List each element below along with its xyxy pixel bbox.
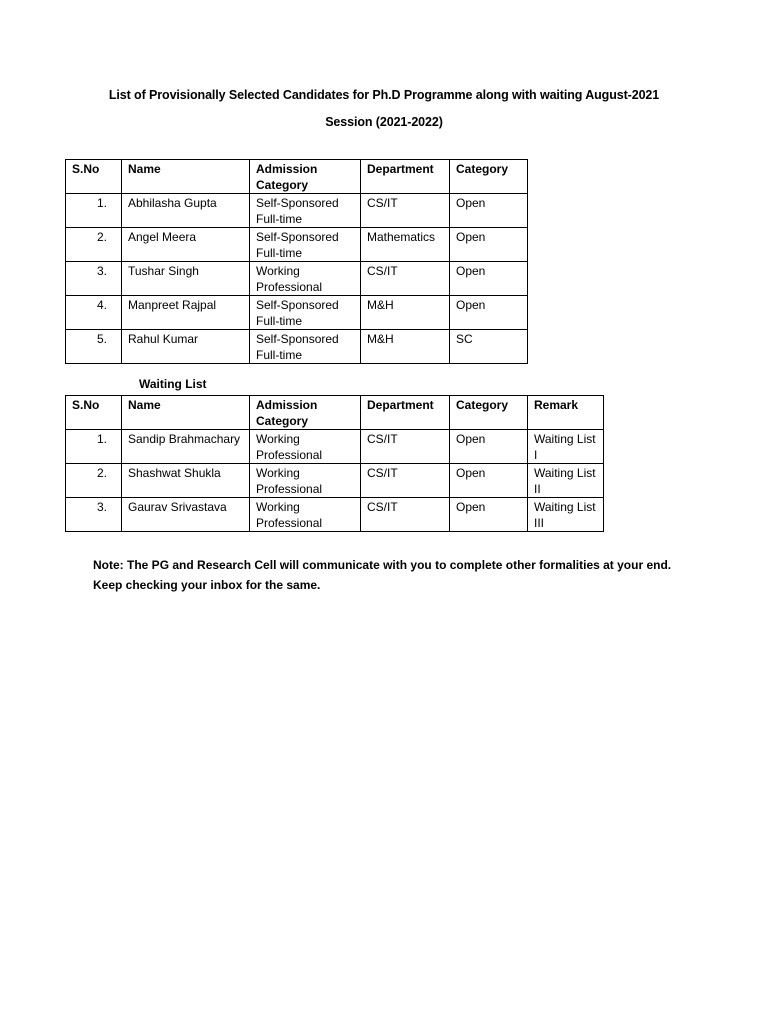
cell-category: Open: [450, 228, 528, 262]
cell-admission-category: Self-Sponsored Full-time: [250, 330, 361, 364]
cell-category: Open: [450, 464, 528, 498]
cell-name: Shashwat Shukla: [122, 464, 250, 498]
document-title-line1: List of Provisionally Selected Candidates for Ph.D Programme along with waiting August-2021: [108, 88, 660, 102]
cell-department: Mathematics: [361, 228, 450, 262]
cell-sno: 1.: [66, 194, 122, 228]
cell-admission-category: Working Professional: [250, 430, 361, 464]
cell-sno: 3.: [66, 498, 122, 532]
table-row: [66, 430, 604, 464]
cell-department: CS/IT: [361, 464, 450, 498]
cell-remark: Waiting List III: [528, 498, 604, 532]
column-header-sno: S.No: [66, 396, 122, 430]
cell-remark: Waiting List II: [528, 464, 604, 498]
column-header-remark: Remark: [528, 396, 604, 430]
cell-name: Abhilasha Gupta: [122, 194, 250, 228]
column-header-category: Category: [450, 396, 528, 430]
cell-category: SC: [450, 330, 528, 364]
cell-sno: 5.: [66, 330, 122, 364]
cell-sno: 4.: [66, 296, 122, 330]
cell-remark: Waiting List I: [528, 430, 604, 464]
waiting-list-table: [65, 395, 604, 532]
cell-admission-category: Working Professional: [250, 464, 361, 498]
column-header-admission-category: Admission Category: [250, 396, 361, 430]
cell-admission-category: Self-Sponsored Full-time: [250, 194, 361, 228]
cell-sno: 2.: [66, 228, 122, 262]
cell-admission-category: Self-Sponsored Full-time: [250, 228, 361, 262]
table-row: [66, 228, 528, 262]
table-row: [66, 296, 528, 330]
selected-candidates-table: [65, 159, 528, 364]
cell-sno: 1.: [66, 430, 122, 464]
cell-department: CS/IT: [361, 262, 450, 296]
cell-category: Open: [450, 296, 528, 330]
cell-sno: 2.: [66, 464, 122, 498]
cell-name: Manpreet Rajpal: [122, 296, 250, 330]
cell-category: Open: [450, 430, 528, 464]
cell-name: Gaurav Srivastava: [122, 498, 250, 532]
document-title-line2: Session (2021-2022): [325, 115, 443, 129]
cell-admission-category: Working Professional: [250, 498, 361, 532]
cell-department: CS/IT: [361, 430, 450, 464]
cell-name: Sandip Brahmachary: [122, 430, 250, 464]
cell-admission-category: Self-Sponsored Full-time: [250, 296, 361, 330]
note-paragraph: [93, 555, 673, 595]
column-header-sno: S.No: [66, 160, 122, 194]
cell-department: M&H: [361, 330, 450, 364]
cell-name: Tushar Singh: [122, 262, 250, 296]
column-header-admission-category: Admission Category: [250, 160, 361, 194]
cell-category: Open: [450, 262, 528, 296]
cell-department: CS/IT: [361, 194, 450, 228]
note-text: The PG and Research Cell will communicate with you to complete other formalities at your end. Keep checking your inbox for the same.: [93, 558, 672, 592]
cell-name: Angel Meera: [122, 228, 250, 262]
cell-name: Rahul Kumar: [122, 330, 250, 364]
cell-admission-category: Working Professional: [250, 262, 361, 296]
cell-department: CS/IT: [361, 498, 450, 532]
cell-category: Open: [450, 498, 528, 532]
column-header-name: Name: [122, 396, 250, 430]
column-header-department: Department: [361, 160, 450, 194]
table-row: [66, 330, 528, 364]
column-header-name: Name: [122, 160, 250, 194]
table-row: [66, 194, 528, 228]
cell-sno: 3.: [66, 262, 122, 296]
table-row: [66, 498, 604, 532]
waiting-list-heading: Waiting List: [139, 377, 207, 391]
column-header-category: Category: [450, 160, 528, 194]
cell-department: M&H: [361, 296, 450, 330]
table-header-row: [66, 396, 604, 430]
table-row: [66, 464, 604, 498]
column-header-department: Department: [361, 396, 450, 430]
table-row: [66, 262, 528, 296]
note-label: Note:: [93, 558, 124, 572]
cell-category: Open: [450, 194, 528, 228]
table-header-row: [66, 160, 528, 194]
